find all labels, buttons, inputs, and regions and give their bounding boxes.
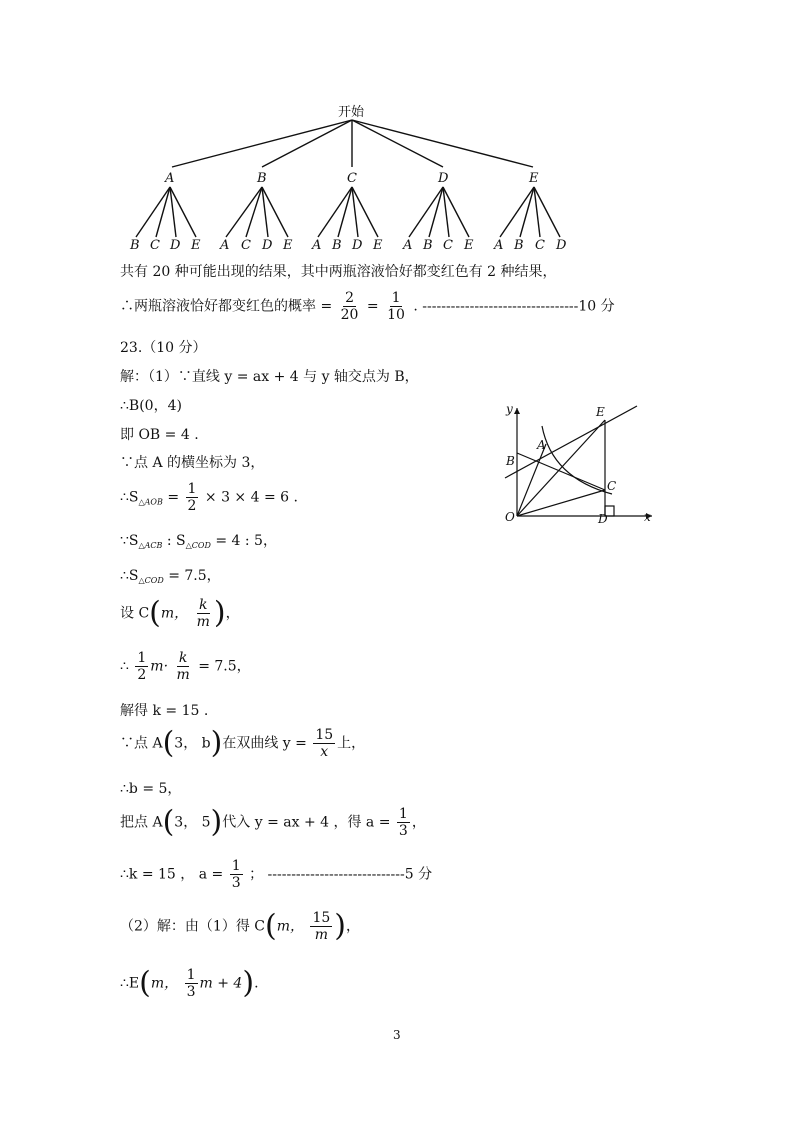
- tree-node-d: D: [438, 171, 449, 186]
- ob-length: 即 OB = 4 .: [120, 427, 199, 443]
- point-a-text: ∵点 A 的横坐标为 3，: [120, 455, 265, 471]
- set-c-line: 设 C(m， $\frac{k}{m}$ )，: [120, 595, 240, 631]
- leaf: A: [403, 238, 413, 253]
- fig-label-a: A: [537, 438, 546, 452]
- leaf: D: [262, 238, 273, 253]
- leaf: C: [241, 238, 251, 253]
- tree-node-c: C: [347, 171, 357, 186]
- k-a-result-line: ∴k = 15 ， a = $\frac{1}{3}$ ； -----------------------------5 分: [120, 858, 433, 891]
- leaf: E: [373, 238, 383, 253]
- fig-label-o: O: [505, 510, 515, 524]
- leaf: B: [332, 238, 342, 253]
- tree-node-a: A: [165, 171, 175, 186]
- q23-header: 23.（10 分）: [120, 340, 207, 356]
- leaf: D: [556, 238, 567, 253]
- page-number: 3: [393, 1028, 401, 1042]
- leaf: B: [130, 238, 140, 253]
- fig-label-y: y: [506, 402, 513, 416]
- leaf: B: [514, 238, 524, 253]
- b-coordinate: ∴B(0，4): [120, 398, 182, 414]
- leaf: C: [443, 238, 453, 253]
- area-aob-line: $\therefore S_{\triangle AOB}$ = $\frac{1}{2}$ × 3 × 4 = 6 .: [120, 481, 298, 514]
- leaf: C: [535, 238, 545, 253]
- b-equals-line: ∴b = 5，: [120, 781, 182, 797]
- leaf: E: [283, 238, 293, 253]
- probability-line: ∴两瓶溶液恰好都变红色的概率 = $\frac{2}{20}$ = $\frac{1}{10}$ . ---------------------------------10 分: [120, 290, 615, 323]
- leaf: D: [170, 238, 181, 253]
- leaf: B: [423, 238, 433, 253]
- fig-label-e: E: [596, 405, 605, 419]
- fig-label-c: C: [607, 479, 617, 493]
- leaf: E: [191, 238, 201, 253]
- fig-label-d: D: [598, 512, 608, 526]
- substitute-line: 把点 A(3， 5)代入 y = ax + 4 ，得 a = $\frac{1}{3}$ ，: [120, 804, 426, 840]
- leaf: E: [464, 238, 474, 253]
- leaf: A: [312, 238, 322, 253]
- leaf: A: [220, 238, 230, 253]
- area-ratio-line: $\because S_{\triangle ACB}$ : $S_{\triangle COD} = 4$ : 5，: [120, 533, 277, 550]
- tree-node-b: B: [257, 171, 267, 186]
- result-text: 共有 20 种可能出现的结果，其中两瓶溶液恰好都变红色有 2 种结果，: [120, 264, 557, 280]
- hyperbola-line: ∵点 A(3， b)在双曲线 y = $\frac{15}{x}$ 上，: [120, 725, 366, 761]
- fig-label-b: B: [506, 454, 515, 468]
- area-cod-line: $\therefore S_{\triangle COD} = 7.5$，: [120, 568, 221, 585]
- solution-part1: 解：（1）∵直线 y = ax + 4 与 y 轴交点为 B，: [120, 369, 419, 385]
- part2-line: （2）解：由（1）得 C(m， $\frac{15}{m}$ )，: [120, 908, 360, 944]
- equation-line: ∴ $\frac{1}{2}$ m· $\frac{k}{m}$ = 7.5，: [120, 650, 251, 683]
- tree-root-label: 开始: [338, 105, 365, 120]
- leaf: A: [494, 238, 504, 253]
- probability-tree-diagram: [0, 0, 794, 260]
- leaf: C: [150, 238, 160, 253]
- fig-label-x: x: [644, 510, 651, 524]
- e-coordinate-line: ∴E(m， $\frac{1}{3}$ m + 4).: [120, 965, 259, 1001]
- solve-k-line: 解得 k = 15 .: [120, 703, 209, 719]
- leaf: D: [352, 238, 363, 253]
- coordinate-figure: [497, 398, 667, 538]
- tree-node-e: E: [529, 171, 539, 186]
